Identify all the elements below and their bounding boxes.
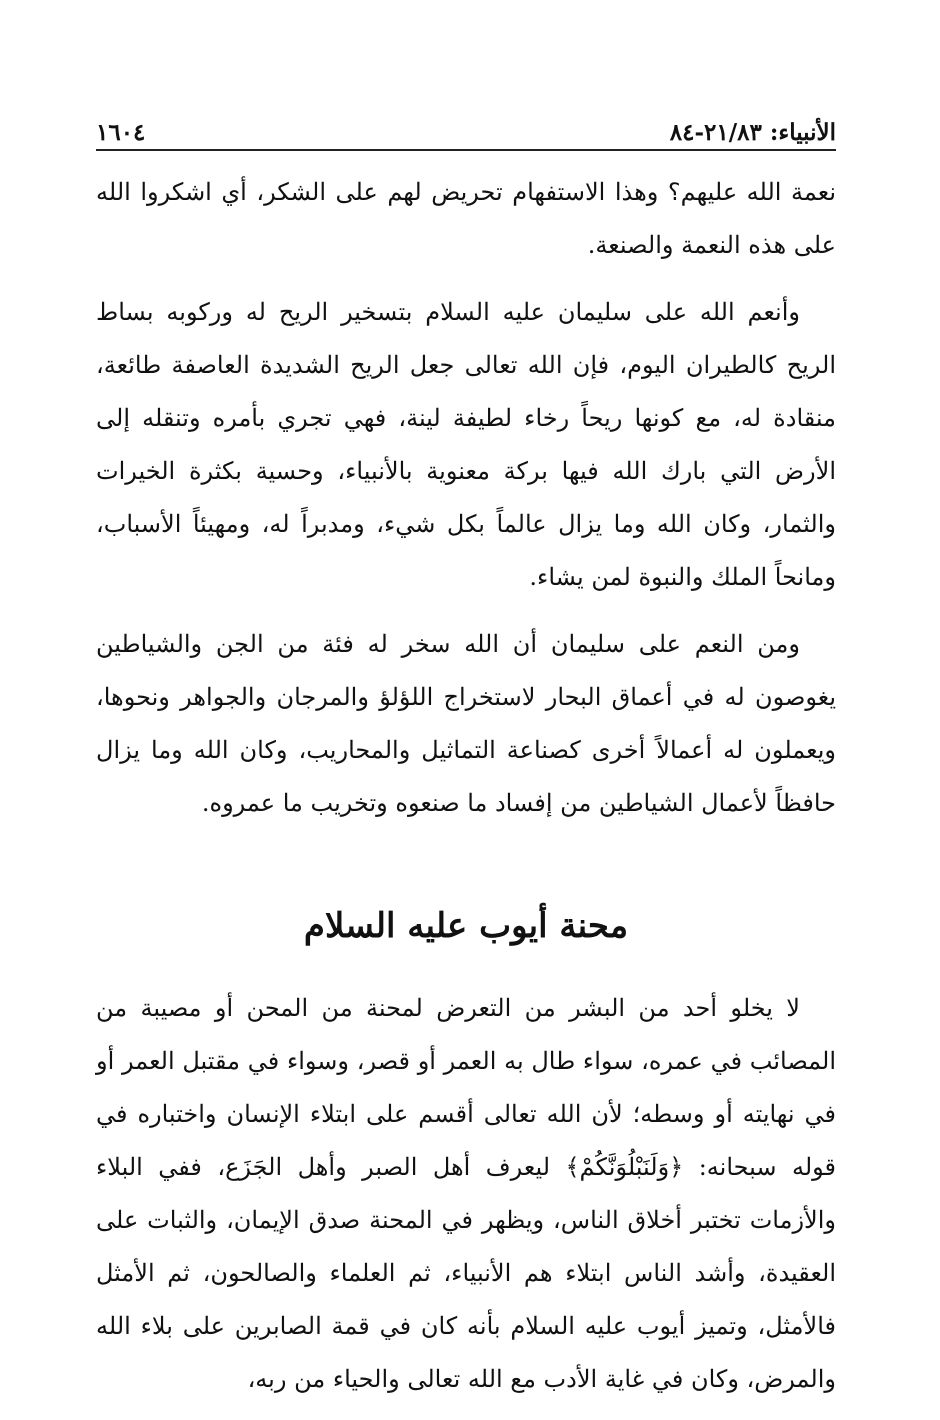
page-body	[96, 166, 836, 1420]
paragraph-2: وأنعم الله على سليمان عليه السلام بتسخير الريح له وركوبه بساط الريح كالطيران اليوم، فإن الله تعالى جعل الريح الشديدة العاصفة طائعة، منقادة له، مع كونها ريحاً رخاء لطيفة لينة، فهي تجري بأمره وتنقله إلى الأرض التي بارك الله فيها بركة معنوية بالأنبياء، وحسية بكثرة الخيرات والثمار، وكان الله وما يزال عالماً بكل شيء، ومدبراً له، ومهيئاً الأسباب، ومانحاً الملك والنبوة لمن يشاء.	[96, 298, 836, 591]
chapter-reference: الأنبياء: ٢١/٨٣-٨٤	[669, 119, 836, 146]
section-title: محنة أيوب عليه السلام	[303, 906, 629, 946]
paragraph-3: ومن النعم على سليمان أن الله سخر له فئة من الجن والشياطين يغوصون له في أعماق البحار لاستخراج اللؤلؤ والمرجان والجواهر ونحوها، ويعملون له أعمالاً أخرى كصناعة التماثيل والمحاريب، وكان الله وما يزال حافظاً لأعمال الشياطين من إفساد ما صنعوه وتخريب ما عمروه.	[96, 630, 836, 817]
page-header	[96, 112, 836, 146]
page-number: ١٦٠٤	[96, 119, 146, 146]
paragraph-1: نعمة الله عليهم؟ وهذا الاستفهام تحريض لهم على الشكر، أي اشكروا الله على هذه النعمة والصنعة.	[96, 178, 837, 259]
paragraph-4: لا يخلو أحد من البشر من التعرض لمحنة من المحن أو مصيبة من المصائب في عمره، سواء طال به العمر أو قصر، وسواء في مقتبل العمر أو في نهايته أو وسطه؛ لأن الله تعالى أقسم على ابتلاء الإنسان واختباره في قوله سبحانه: ﴿وَلَنَبْلُوَنَّكُمْ﴾ ليعرف أهل الصبر وأهل الجَزَع، ففي البلاء والأزمات تختبر أخلاق الناس، ويظهر في المحنة صدق الإيمان، والثبات على العقيدة، وأشد الناس ابتلاء هم الأنبياء، ثم العلماء والصالحون، ثم الأمثل فالأمثل، وتميز أيوب عليه السلام بأنه كان في قمة الصابرين على بلاء الله والمرض، وكان في غاية الأدب مع الله تعالى والحياء من ربه،	[96, 994, 836, 1393]
header-divider	[96, 149, 836, 151]
